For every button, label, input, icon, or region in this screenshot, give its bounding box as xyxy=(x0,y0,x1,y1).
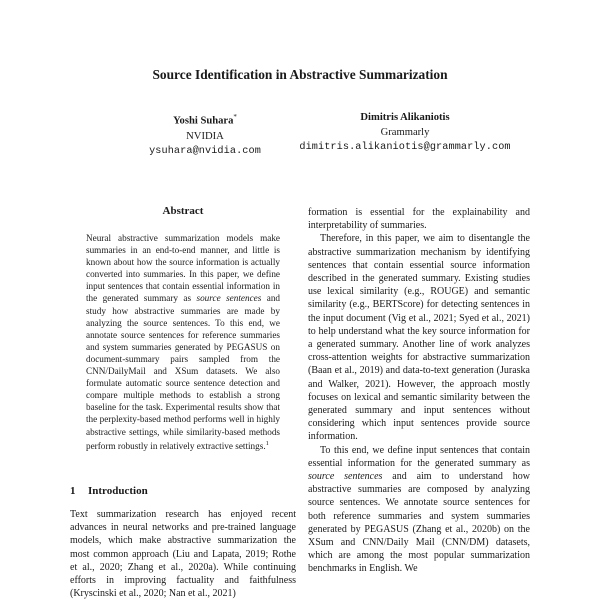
author-affiliation: NVIDIA xyxy=(186,130,224,142)
right-paragraph-2: Therefore, in this paper, we aim to disentangle the abstractive summarization mechanism by identifying sentences that contain essential source information described in the generated summary. Existing studies use lexical similarity (e.g., ROUGE) and semantic similarity (e.g., BERTScore) for detecting sentences in the input document (Vig et al., 2021; Syed et al., 2021) to help understand what the key source information for a generated summary. Another line of work analyzes cross-attention weights for abstractive summarization (Baan et al., 2019) and data-to-text generation (Juraska and Walker, 2021). However, the approach mostly focuses on lexical and semantic similarity between the generated summary and input sentences without considering which input sentences provide source information. xyxy=(308,233,530,443)
section-title: Introduction xyxy=(88,485,148,497)
introduction-paragraph: Text summarization research has enjoyed recent advances in neural networks and pre-trained language models, which make abstractive summarization the most common approach (Liu and Lapata, 2019; Rothe et al., 2020; Zhang et al., 2020a). While continuing efforts in improving factuality and faithfulness (Kryscinski et al., 2020; Nan et al., 2021) xyxy=(70,509,296,600)
author-email: ysuhara@nvidia.com xyxy=(149,145,261,157)
abstract-footnote-mark: 1 xyxy=(265,439,269,447)
right-paragraph-1: formation is essential for the explainability and interpretability of summaries. xyxy=(308,207,530,232)
right-paragraph-3: To this end, we define input sentences that contain essential information for the generated summary as source sentences and aim to understand how abstractive summaries are composed by analyzing source sentences. We annotate source sentences for both reference summaries and system summaries generated by PEGASUS (Zhang et al., 2020b) on the XSum and CNN/Daily Mail (CNN/DM) datasets, which are among the most popular summarization benchmarks in English. We xyxy=(308,444,530,575)
author-block-1 xyxy=(120,110,290,159)
section-number: 1 xyxy=(70,485,76,497)
author-footnote-mark: * xyxy=(233,113,237,121)
section-heading-introduction xyxy=(70,485,148,497)
source-sentences-term: source sentences xyxy=(308,471,383,483)
author-name: Dimitris Alikaniotis xyxy=(360,112,450,123)
right-column xyxy=(308,206,530,576)
abstract-term: source sentences xyxy=(196,293,262,304)
author-name: Yoshi Suhara* xyxy=(173,113,237,127)
abstract-heading: Abstract xyxy=(162,205,204,217)
abstract-body: Neural abstractive summarization models make summaries in an end-to-end manner, and little is known about how the source information is actually converted into summaries. In this paper, we define input sentences that contain essential information in the generated summary as source sentences and study how abstractive summaries are made by analyzing the source sentences. To this end, we annotate source sentences for reference summaries and system summaries generated by PEGASUS on document-summary pairs sampled from the CNN/DailyMail and XSum datasets. We also formulate automatic source sentence detection and compare multiple methods to establish a strong baseline for the task. Experimental results show that the perplexity-based method performs well in highly abstractive settings, while similarity-based methods perform robustly in relatively extractive settings.$^1$ xyxy=(86,233,281,451)
author-block-2 xyxy=(270,110,540,155)
author-email: dimitris.alikaniotis@grammarly.com xyxy=(299,142,511,153)
author-affiliation: Grammarly xyxy=(380,127,430,138)
paper-title: Source Identification in Abstractive Summarization xyxy=(152,67,448,82)
